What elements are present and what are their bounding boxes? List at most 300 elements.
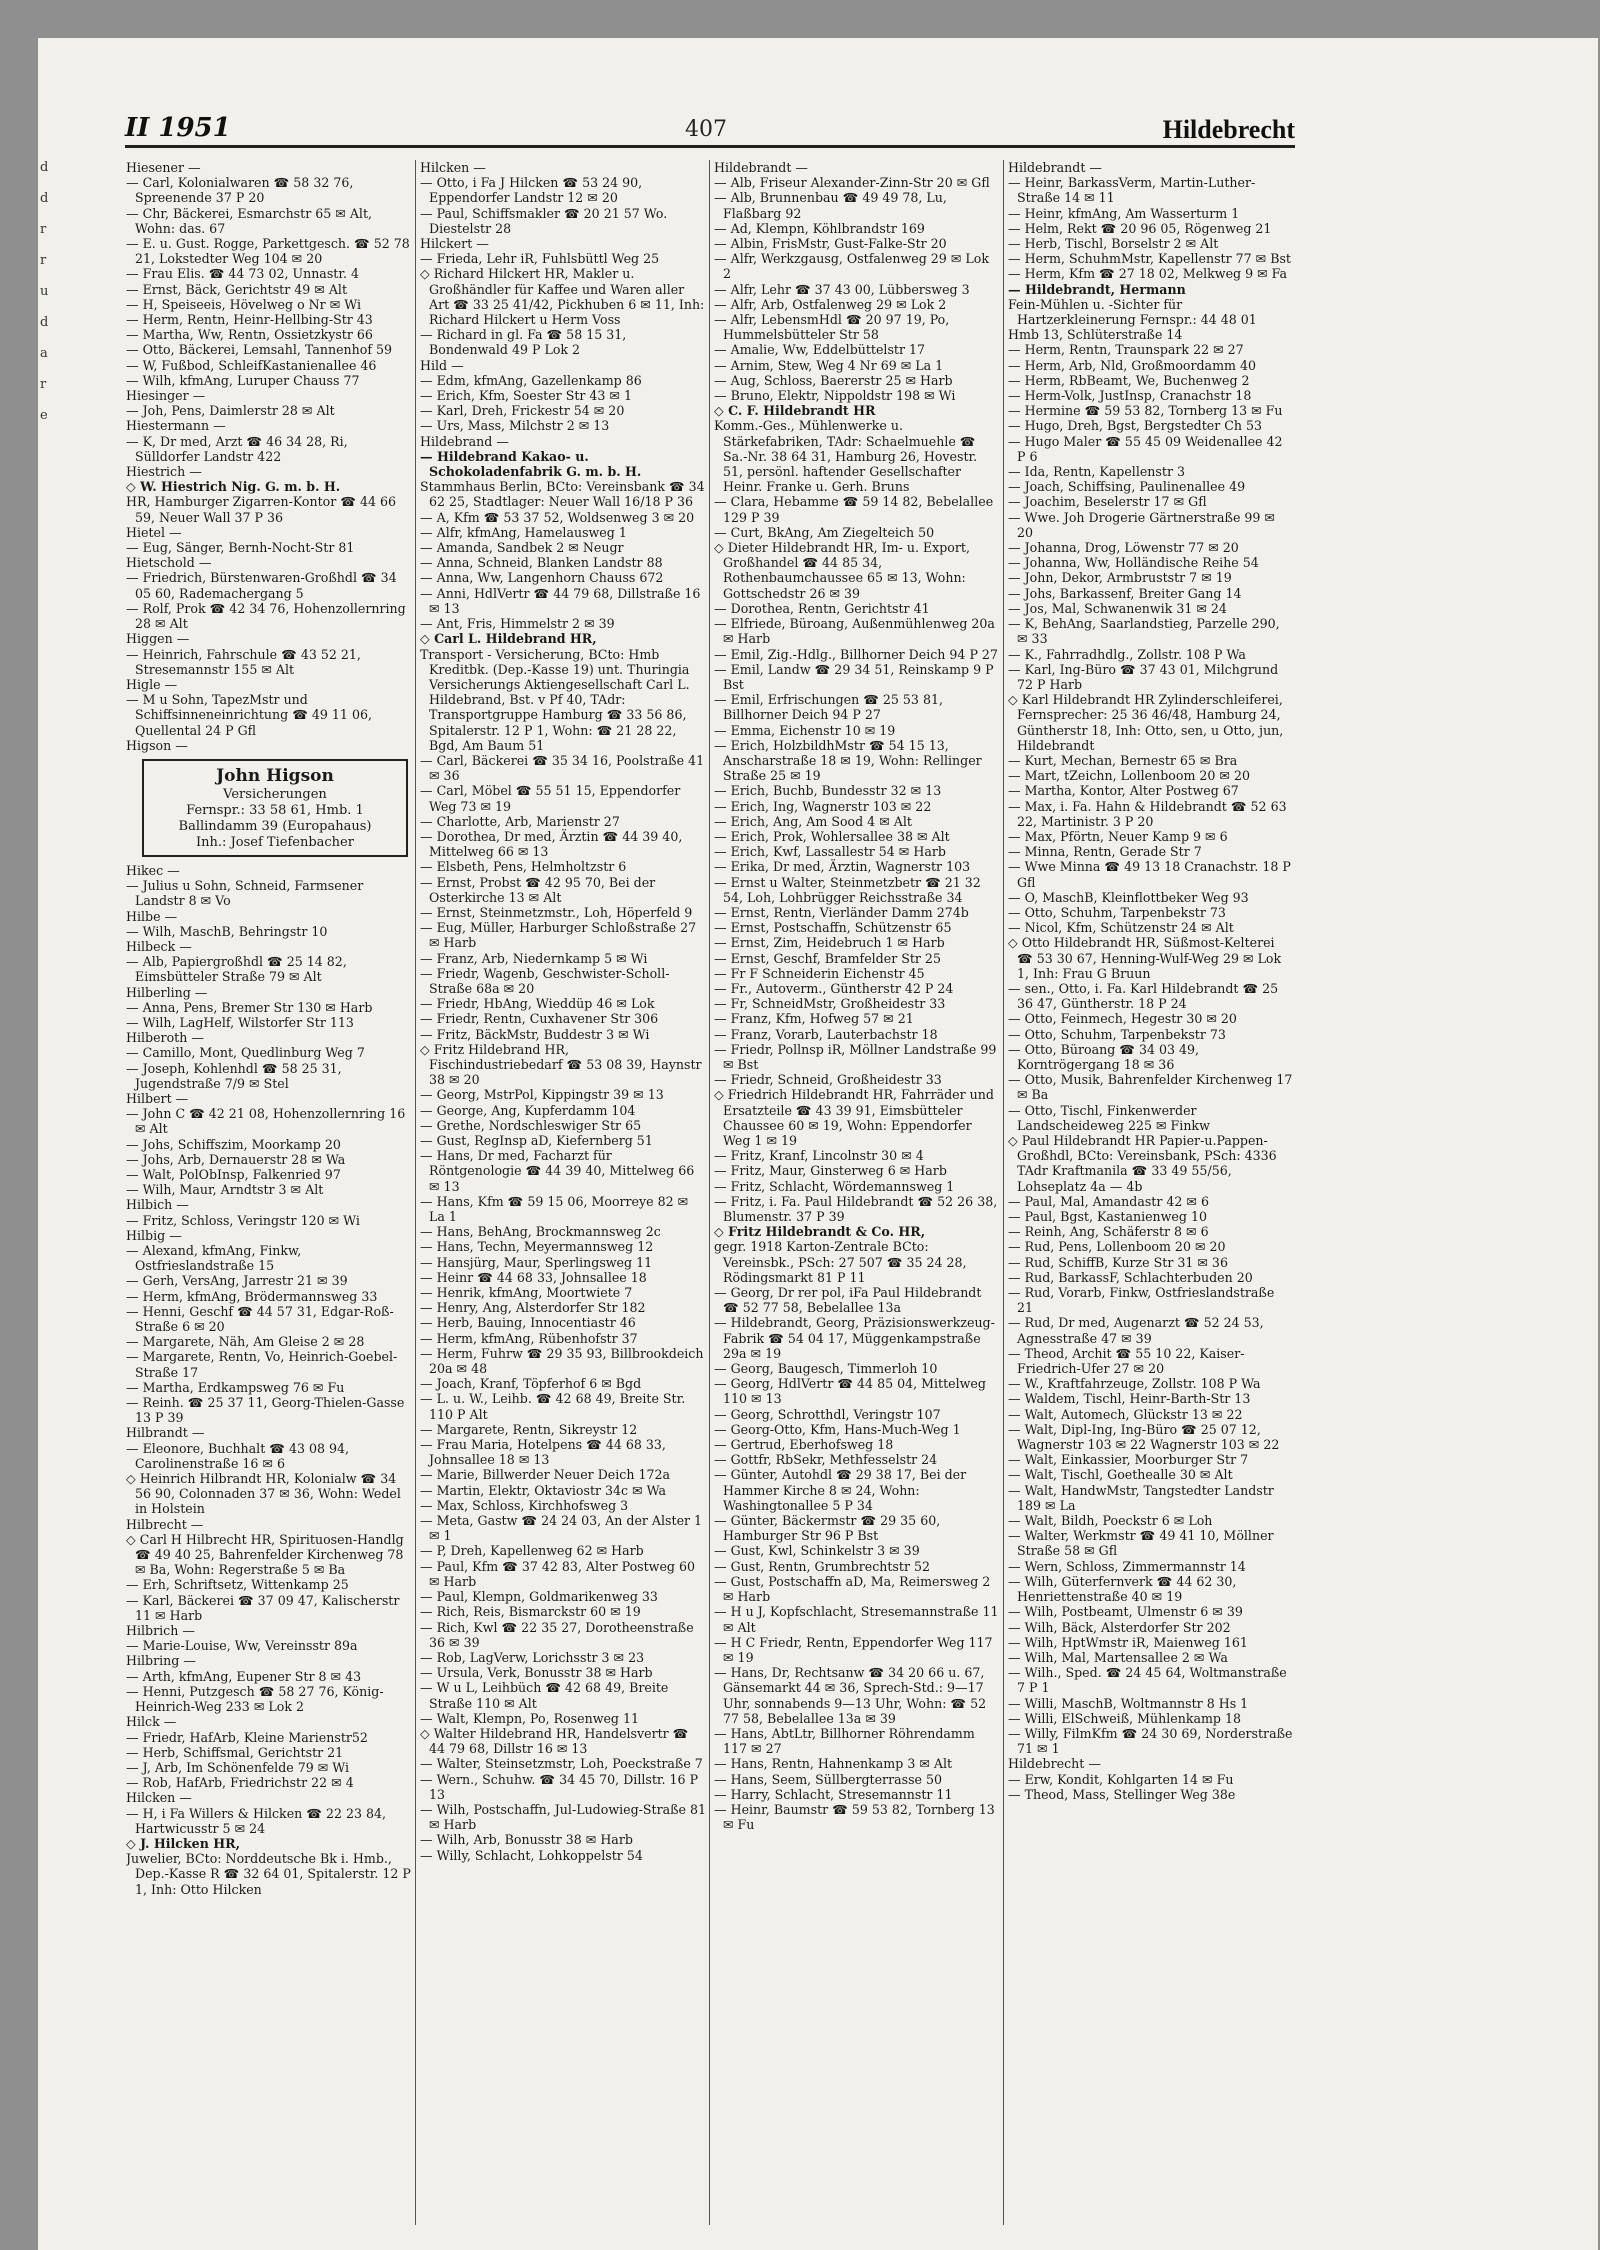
directory-entry: — K., Fahrradhdlg., Zollstr. 108 P Wa (1008, 646, 1246, 662)
directory-entry: — Gust, Rentn, Grumbrechtstr 52 (714, 1558, 930, 1574)
directory-entry: — Hildebrandt, Georg, Präzisionswerkzeug-Fabrik ☎ 54 04 17, Müggenkampstraße 29a ✉ 19 (714, 1315, 995, 1361)
directory-entry: — Emma, Eichenstr 10 ✉ 19 (714, 722, 896, 738)
directory-entry: — Alexand, kfmAng, Finkw, Ostfrieslandstraße 15 (126, 1243, 302, 1274)
directory-entry: — Joseph, Kohlenhdl ☎ 58 25 31, Jugendstraße 7/9 ✉ Stel (126, 1060, 342, 1091)
directory-entry: — Elfriede, Büroang, Außenmühlenweg 20a ✉ Harb (714, 616, 995, 647)
directory-entry: — Amanda, Sandbek 2 ✉ Neugr (420, 540, 624, 556)
directory-entry: — Karl, Bäckerei ☎ 37 09 47, Kalischerstr 11 ✉ Harb (126, 1592, 400, 1623)
directory-entry: — Kurt, Mechan, Bernestr 65 ✉ Bra (1008, 752, 1238, 768)
directory-entry: — Grethe, Nordschleswiger Str 65 (420, 1117, 642, 1133)
directory-entry: — Rud, Vorarb, Finkw, Ostfrieslandstraße 21 (1008, 1285, 1275, 1316)
directory-entry: — Otto, Schuhm, Tarpenbekstr 73 (1008, 1026, 1226, 1042)
directory-entry: — W., Kraftfahrzeuge, Zollstr. 108 P Wa (1008, 1376, 1261, 1392)
directory-entry: — Erich, Kfm, Soester Str 43 ✉ 1 (420, 388, 632, 404)
directory-entry: — Emil, Landw ☎ 29 34 51, Reinskamp 9 P Bst (714, 661, 994, 692)
directory-entry: — Johs, Schiffszim, Moorkamp 20 (126, 1136, 341, 1152)
directory-entry: — K, BehAng, Saarlandstieg, Parzelle 290, ✉ 33 (1008, 616, 1280, 647)
directory-entry: — Minna, Rentn, Gerade Str 7 (1008, 844, 1202, 860)
directory-entry: — Margarete, Rentn, Sikreystr 12 (420, 1421, 638, 1437)
directory-entry: — H, i Fa Willers & Hilcken ☎ 22 23 84, Hartwicusstr 5 ✉ 24 (126, 1805, 387, 1836)
directory-entry: ◇ Paul Hildebrandt HR Papier-u.Pappen-Großhdl, BCto: Vereinsbank, PSch: 4336 TAdr Kraftmanila ☎ 33 49 55/56, Lohseplatz 4a — 4b (1008, 1133, 1277, 1194)
directory-entry: — Richard in gl. Fa ☎ 58 15 31, Bondenwald 49 P Lok 2 (420, 327, 627, 358)
directory-entry: — Ernst, Probst ☎ 42 95 70, Bei der Osterkirche 13 ✉ Alt (420, 874, 656, 905)
directory-entry: — M u Sohn, TapezMstr und Schiffsinneneinrichtung ☎ 49 11 06, Quellental 24 P Gfl (126, 692, 372, 738)
directory-entry: — Alfr, Lehr ☎ 37 43 00, Lübbersweg 3 (714, 281, 970, 297)
directory-entry: — Ernst, Postschaffn, Schützenstr 65 (714, 920, 952, 936)
advertisement-line: Versicherungen (223, 786, 327, 802)
directory-entry: — Joh, Pens, Daimlerstr 28 ✉ Alt (126, 403, 335, 419)
directory-entry: — Rud, BarkassF, Schlachterbuden 20 (1008, 1269, 1253, 1285)
directory-entry: — Eug, Müller, Harburger Schloßstraße 27 ✉ Harb (420, 920, 697, 951)
directory-entry: — E. u. Gust. Rogge, Parkettgesch. ☎ 52 78 21, Lokstedter Weg 104 ✉ 20 (126, 236, 410, 267)
directory-entry: — Franz, Vorarb, Lauterbachstr 18 (714, 1026, 938, 1042)
directory-entry: — Heinr, BarkassVerm, Martin-Luther-Straße 14 ✉ 11 (1008, 175, 1256, 206)
directory-entry: — Fritz, BäckMstr, Buddestr 3 ✉ Wi (420, 1026, 650, 1042)
directory-entry: — Emil, Zig.-Hdlg., Billhorner Deich 94 P 27 (714, 646, 998, 662)
directory-entry: — Hans, Dr, Rechtsanw ☎ 34 20 66 u. 67, Gänsemarkt 44 ✉ 36, Sprech-Std.: 9—17 Uhr, sonnabends 9—13 Uhr, Wohn: ☎ 52 77 58, Bebelallee 13a ✉ 39 (714, 1665, 987, 1726)
directory-entry: Hildebrand — (420, 433, 509, 449)
directory-entry: — Frieda, Lehr iR, Fuhlsbüttl Weg 25 (420, 251, 660, 267)
directory-entry: — Franz, Arb, Niedernkamp 5 ✉ Wi (420, 950, 648, 966)
directory-entry: — Rich, Kwl ☎ 22 35 27, Dorotheenstraße 36 ✉ 39 (420, 1619, 694, 1650)
directory-entry: — Paul, Klempn, Goldmarikenweg 33 (420, 1589, 658, 1605)
directory-entry: — Erich, Buchb, Bundesstr 32 ✉ 13 (714, 783, 942, 799)
directory-entry: — Rud, Pens, Lollenboom 20 ✉ 20 (1008, 1239, 1226, 1255)
directory-entry: — Georg, Dr rer pol, iFa Paul Hildebrandt ☎ 52 77 58, Bebelallee 13a (714, 1285, 982, 1316)
directory-entry: Hietel — (126, 524, 182, 540)
directory-entry: — Georg, Schrotthdl, Veringstr 107 (714, 1406, 941, 1422)
running-head: Hildebrecht (1162, 115, 1295, 144)
directory-entry: — Wwe. Joh Drogerie Gärtnerstraße 99 ✉ 20 (1008, 509, 1275, 540)
directory-entry: — Herb, Bauing, Innocentiastr 46 (420, 1315, 636, 1331)
directory-entry: Hilbrandt — (126, 1425, 205, 1441)
directory-entry: — Wilh, Postbeamt, Ulmenstr 6 ✉ 39 (1008, 1604, 1243, 1620)
directory-entry: — W u L, Leihbüch ☎ 42 68 49, Breite Straße 110 ✉ Alt (420, 1680, 669, 1711)
directory-entry: — Gottfr, RbSekr, Methfesselstr 24 (714, 1452, 938, 1468)
directory-entry: — Günter, Bäckermstr ☎ 29 35 60, Hamburger Str 96 P Bst (714, 1513, 941, 1544)
directory-entry: — Bruno, Elektr, Nippoldstr 198 ✉ Wi (714, 388, 956, 404)
directory-entry: — Ad, Klempn, Köhlbrandstr 169 (714, 220, 925, 236)
directory-entry: — Alfr, Werkzgausg, Ostfalenweg 29 ✉ Lok 2 (714, 251, 989, 282)
directory-entry: — Hugo Maler ☎ 55 45 09 Weidenallee 42 P 6 (1008, 433, 1283, 464)
directory-entry: — Hansjürg, Maur, Sperlingsweg 11 (420, 1254, 653, 1270)
directory-entry: — Hildebrandt, Hermann (1008, 281, 1186, 297)
directory-entry: — Wilh, Bäck, Alsterdorfer Str 202 (1008, 1619, 1231, 1635)
directory-entry: — Meta, Gastw ☎ 24 24 03, An der Alster 1 ✉ 1 (420, 1513, 703, 1544)
directory-entry: — Wilh, kfmAng, Luruper Chauss 77 (126, 372, 360, 388)
directory-entry: — Carl, Kolonialwaren ☎ 58 32 76, Spreenende 37 P 20 (126, 175, 354, 206)
directory-entry: — Friedr, Rentn, Cuxhavener Str 306 (420, 1011, 659, 1027)
directory-entry: — John, Dekor, Armbruststr 7 ✉ 19 (1008, 570, 1232, 586)
directory-entry: — Joachim, Beselerstr 17 ✉ Gfl (1008, 494, 1207, 510)
directory-entry: — Walt, HandwMstr, Tangstedter Landstr 189 ✉ La (1008, 1482, 1274, 1513)
directory-entry: — L. u. W., Leihb. ☎ 42 68 49, Breite Str. 110 P Alt (420, 1391, 686, 1422)
directory-entry: — Clara, Hebamme ☎ 59 14 82, Bebelallee 129 P 39 (714, 494, 994, 525)
directory-entry: — Johanna, Drog, Löwenstr 77 ✉ 20 (1008, 540, 1239, 556)
directory-entry: — K, Dr med, Arzt ☎ 46 34 28, Ri, Sülldorfer Landstr 422 (126, 433, 348, 464)
directory-entry: — Wwe Minna ☎ 49 13 18 Cranachstr. 18 P Gfl (1008, 859, 1291, 890)
directory-entry: — Albin, FrisMstr, Gust-Falke-Str 20 (714, 236, 947, 252)
directory-entry: — Gerh, VersAng, Jarrestr 21 ✉ 39 (126, 1273, 348, 1289)
directory-entry: — Otto, i Fa J Hilcken ☎ 53 24 90, Eppendorfer Landstr 12 ✉ 20 (420, 175, 643, 206)
directory-entry: — Otto, Musik, Bahrenfelder Kirchenweg 17 ✉ Ba (1008, 1072, 1293, 1103)
directory-entry: — Wilh., Sped. ☎ 24 45 64, Woltmanstraße 7 P 1 (1008, 1665, 1287, 1696)
directory-entry: — Georg-Otto, Kfm, Hans-Much-Weg 1 (714, 1421, 961, 1437)
directory-entry: — Walt, Klempn, Po, Rosenweg 11 (420, 1710, 640, 1726)
directory-entry: — Hans, Seem, Süllbergterrasse 50 (714, 1771, 943, 1787)
directory-entry: — Fritz, Schloss, Veringstr 120 ✉ Wi (126, 1212, 360, 1228)
page-number: 407 (685, 117, 727, 142)
directory-entry: — Hermine ☎ 59 53 82, Tornberg 13 ✉ Fu (1008, 403, 1283, 419)
directory-entry: — Gust, RegInsp aD, Kiefernberg 51 (420, 1133, 653, 1148)
page-header (125, 113, 1295, 147)
directory-entry: — Johs, Arb, Dernauerstr 28 ✉ Wa (126, 1151, 346, 1167)
margin-mark: d (40, 315, 49, 330)
directory-entry: — Erw, Kondit, Kohlgarten 14 ✉ Fu (1008, 1771, 1234, 1787)
directory-entry: — Rud, SchiffB, Kurze Str 31 ✉ 36 (1008, 1254, 1228, 1270)
margin-mark: a (40, 346, 48, 361)
directory-entry: — Henni, Geschf ☎ 44 57 31, Edgar-Roß-Straße 6 ✉ 20 (126, 1303, 394, 1335)
directory-entry: — Georg, Baugesch, Timmerloh 10 (714, 1361, 938, 1377)
directory-column-4 (1008, 160, 1294, 2230)
directory-entry: — Arnim, Stew, Weg 4 Nr 69 ✉ La 1 (714, 357, 944, 373)
directory-entry: — Dorothea, Rentn, Gerichtstr 41 (714, 600, 930, 616)
directory-entry: Hilbeck — (126, 938, 192, 954)
directory-entry: — Marie, Billwerder Neuer Deich 172a (420, 1467, 670, 1483)
directory-entry: — Harry, Schlacht, Stresemannstr 11 (714, 1786, 953, 1802)
directory-entry: — Henni, Putzgesch ☎ 58 27 76, König-Heinrich-Weg 233 ✉ Lok 2 (126, 1683, 384, 1715)
directory-entry: — Alfr, LebensmHdl ☎ 20 97 19, Po, Hummelsbütteler Str 58 (714, 312, 950, 343)
directory-entry: — Friedrich, Bürstenwaren-Großhdl ☎ 34 05 60, Rademachergang 5 (126, 570, 397, 601)
directory-entry: — Ursula, Verk, Bonusstr 38 ✉ Harb (420, 1665, 653, 1681)
directory-entry: Komm.-Ges., Mühlenwerke u. Stärkefabriken, TAdr: Schaelmuehle ☎ Sa.-Nr. 38 64 31, Hamburg 26, Hovestr. 51, persönl. haftender Gesellschafter Heinr. Franke u. Gerh. Bruns (714, 418, 978, 495)
directory-entry: — Paul, Mal, Amandastr 42 ✉ 6 (1008, 1193, 1209, 1209)
directory-entry: — Wilh, Postschaffn, Jul-Ludowieg-Straße 81 ✉ Harb (420, 1801, 706, 1833)
directory-entry: — Friedr, Pollnsp iR, Möllner Landstraße 99 ✉ Bst (714, 1041, 997, 1072)
directory-entry: — Amalie, Ww, Eddelbüttelstr 17 (714, 342, 926, 358)
directory-entry: — Johs, Barkassenf, Breiter Gang 14 (1008, 585, 1242, 601)
directory-entry: — Alb, Papiergroßhdl ☎ 25 14 82, Eimsbütteler Straße 79 ✉ Alt (126, 954, 347, 985)
directory-entry: — Waldem, Tischl, Heinr-Barth-Str 13 (1008, 1391, 1251, 1407)
advertisement-line: Ballindamm 39 (Europahaus) (178, 818, 372, 834)
directory-entry: — Dorothea, Dr med, Ärztin ☎ 44 39 40, Mittelweg 66 ✉ 13 (420, 828, 683, 860)
directory-entry: — O, MaschB, Kleinflottbeker Weg 93 (1008, 889, 1249, 905)
directory-entry: — Rich, Reis, Bismarckstr 60 ✉ 19 (420, 1604, 641, 1620)
directory-entry: Hilcken — (126, 1790, 192, 1806)
directory-entry: Hilck — (126, 1714, 177, 1730)
directory-entry: — Heinr, Baumstr ☎ 59 53 82, Tornberg 13 ✉ Fu (714, 1801, 995, 1833)
directory-entry: — Aug, Schloss, Baererstr 25 ✉ Harb (714, 372, 953, 388)
directory-entry: — Chr, Bäckerei, Esmarchstr 65 ✉ Alt, Wohn: das. 67 (126, 205, 373, 236)
directory-entry: — Herm, kfmAng, Rübenhofstr 37 (420, 1330, 638, 1346)
directory-entry: — Gertrud, Eberhofsweg 18 (714, 1437, 894, 1453)
directory-entry: — Georg, MstrPol, Kippingstr 39 ✉ 13 (420, 1087, 664, 1103)
directory-entry: Transport - Versicherung, BCto: Hmb Kreditbk. (Dep.-Kasse 19) unt. Thuringia Versicherungs Aktiengesellschaft Carl L. Hildebrand, Bst. v Pf 40, TAdr: Transportgruppe Hamburg ☎ 33 56 86, Spitalerstr. 12 P 1, Wohn: ☎ 21 28 22, Bgd, Am Baum 51 (420, 646, 690, 753)
directory-entry: — Margarete, Rentn, Vo, Heinrich-Goebel-Straße 17 (126, 1349, 398, 1380)
directory-entry: — Walter, Werkmstr ☎ 49 41 10, Möllner Straße 58 ✉ Gfl (1008, 1528, 1274, 1559)
advertisement-title: John Higson (216, 765, 334, 786)
directory-entry: — Walt, Dipl-Ing, Ing-Büro ☎ 25 07 12, Wagnerstr 103 ✉ 22 Wagnerstr 103 ✉ 22 (1008, 1421, 1280, 1453)
directory-entry: — Friedr, Wagenb, Geschwister-Scholl-Straße 68a ✉ 20 (420, 965, 670, 996)
directory-entry: ◇ Richard Hilckert HR, Makler u. Großhändler für Kaffee und Waren aller Art ☎ 33 25 41/42, Pickhuben 6 ✉ 11, Inh: Richard Hilckert u Herm Voss (420, 266, 705, 328)
directory-entry: — Heinrich, Fahrschule ☎ 43 52 21, Stresemannstr 155 ✉ Alt (126, 646, 361, 677)
directory-entry: — Carl, Möbel ☎ 55 51 15, Eppendorfer Weg 73 ✉ 19 (420, 783, 681, 814)
directory-entry: ◇ J. Hilcken HR, (126, 1835, 240, 1851)
directory-entry: — Hildebrand Kakao- u. Schokoladenfabrik G. m. b. H. (420, 448, 642, 480)
directory-entry: — Heinr ☎ 44 68 33, Johnsallee 18 (420, 1269, 647, 1285)
directory-entry: Hild — (420, 357, 464, 373)
directory-entry: — Ernst, Zim, Heidebruch 1 ✉ Harb (714, 935, 945, 951)
directory-entry: — Charlotte, Arb, Marienstr 27 (420, 813, 620, 829)
directory-entry: Higle — (126, 676, 178, 692)
directory-entry: Juwelier, BCto: Norddeutsche Bk i. Hmb., Dep.-Kasse R ☎ 32 64 01, Spitalerstr. 12 P 1, Inh: Otto Hilcken (126, 1851, 411, 1897)
directory-entry: — Wilh, LagHelf, Wilstorfer Str 113 (126, 1014, 354, 1030)
margin-mark: r (40, 222, 47, 237)
directory-entry: — Gust, Kwl, Schinkelstr 3 ✉ 39 (714, 1543, 920, 1559)
directory-entry: Hmb 13, Schlüterstraße 14 (1008, 327, 1183, 343)
directory-entry: — H, Speiseeis, Hövelweg o Nr ✉ Wi (126, 296, 362, 312)
margin-mark: r (40, 253, 47, 268)
directory-entry: — Walt, PolObInsp, Falkenried 97 (126, 1166, 341, 1182)
directory-entry: — A, Kfm ☎ 53 37 52, Woldsenweg 3 ✉ 20 (420, 509, 695, 525)
directory-entry: ◇ Friedrich Hildebrandt HR, Fahrräder und Ersatzteile ☎ 43 39 91, Eimsbütteler Chaussee 60 ✉ 19, Wohn: Eppendorfer Weg 1 ✉ 19 (714, 1087, 994, 1148)
directory-entry: — Friedr, HbAng, Wieddüp 46 ✉ Lok (420, 996, 655, 1012)
directory-entry: ◇ Fritz Hildebrand HR, Fischindustriebedarf ☎ 53 08 39, Haynstr 38 ✉ 20 (420, 1041, 702, 1088)
directory-entry: — Heinr, kfmAng, Am Wasserturm 1 (1008, 205, 1240, 221)
directory-entry: — Paul, Bgst, Kastanienweg 10 (1008, 1209, 1207, 1225)
directory-entry: — Camillo, Mont, Quedlinburg Weg 7 (126, 1045, 365, 1061)
directory-entry: — Urs, Mass, Milchstr 2 ✉ 13 (420, 418, 610, 434)
directory-entry: — Fritz, i. Fa. Paul Hildebrandt ☎ 52 26 38, Blumenstr. 37 P 39 (714, 1193, 998, 1225)
directory-entry: — Fr F Schneiderin Eichenstr 45 (714, 965, 925, 981)
directory-entry: — Anna, Ww, Langenhorn Chauss 672 (420, 570, 664, 586)
directory-entry: — sen., Otto, i. Fa. Karl Hildebrandt ☎ 25 36 47, Güntherstr. 18 P 24 (1008, 980, 1279, 1012)
directory-entry: — Herm, SchuhmMstr, Kapellenstr 77 ✉ Bst (1008, 251, 1291, 267)
directory-entry: — Hans, Dr med, Facharzt für Röntgenologie ☎ 44 39 40, Mittelweg 66 ✉ 13 (420, 1148, 695, 1194)
directory-entry: — Anna, Pens, Bremer Str 130 ✉ Harb (126, 999, 373, 1015)
directory-entry: Hilcken — (420, 160, 486, 175)
directory-entry: — Walt, Bildh, Poeckstr 6 ✉ Loh (1008, 1513, 1213, 1529)
directory-entry: — Theod, Archit ☎ 55 10 22, Kaiser-Friedrich-Ufer 27 ✉ 20 (1008, 1345, 1245, 1377)
directory-entry: — Hans, Rentn, Hahnenkamp 3 ✉ Alt (714, 1756, 953, 1772)
margin-mark: d (40, 160, 49, 175)
directory-column-3 (714, 160, 1000, 2230)
directory-entry: Hildebrandt — (714, 160, 808, 175)
directory-entry: ◇ Carl L. Hildebrand HR, (420, 631, 597, 647)
directory-entry: — Erich, Ing, Wagnerstr 103 ✉ 22 (714, 798, 932, 814)
directory-entry: — Ernst, Geschf, Bramfelder Str 25 (714, 950, 941, 966)
directory-entry: — Theod, Mass, Stellinger Weg 38e (1008, 1786, 1236, 1802)
directory-entry: — Friedr, HafArb, Kleine Marienstr52 (126, 1729, 368, 1745)
directory-entry: — Paul, Kfm ☎ 37 42 83, Alter Postweg 60 ✉ Harb (420, 1558, 696, 1589)
directory-entry: — Julius u Sohn, Schneid, Farmsener Landstr 8 ✉ Vo (126, 878, 364, 909)
directory-entry: — Reinh, Ang, Schäferstr 8 ✉ 6 (1008, 1224, 1209, 1240)
directory-entry: — Wilh, Maur, Arndtstr 3 ✉ Alt (126, 1182, 324, 1198)
directory-entry: Hiestermann — (126, 418, 226, 434)
directory-entry: — Henry, Ang, Alsterdorfer Str 182 (420, 1300, 646, 1316)
directory-entry: — Frau Maria, Hotelpens ☎ 44 68 33, Johnsallee 18 ✉ 13 (420, 1437, 666, 1468)
directory-entry: — Herm, RbBeamt, We, Buchenweg 2 (1008, 372, 1250, 388)
directory-entry: — Ant, Fris, Himmelstr 2 ✉ 39 (420, 616, 615, 632)
directory-entry: Hilbe — (126, 908, 178, 924)
directory-entry: Hilbig — (126, 1227, 182, 1243)
directory-entry: Higson — (126, 737, 188, 753)
directory-entry: — Karl, Dreh, Frickestr 54 ✉ 20 (420, 403, 625, 419)
column-divider (709, 160, 710, 2225)
directory-entry: — Ernst, Bäck, Gerichtstr 49 ✉ Alt (126, 281, 348, 297)
directory-entry: HR, Hamburger Zigarren-Kontor ☎ 44 66 59, Neuer Wall 37 P 36 (126, 494, 397, 525)
directory-entry: — Rolf, Prok ☎ 42 34 76, Hohenzollernring 28 ✉ Alt (126, 600, 406, 632)
directory-entry: — George, Ang, Kupferdamm 104 (420, 1102, 636, 1118)
directory-entry: — Emil, Erfrischungen ☎ 25 53 81, Billhorner Deich 94 P 27 (714, 692, 943, 723)
binding-margin-marks (40, 160, 80, 439)
directory-entry: — Willy, Schlacht, Lohkoppelstr 54 (420, 1847, 643, 1863)
directory-entry: — Anna, Schneid, Blanken Landstr 88 (420, 555, 663, 571)
directory-entry: — Wilh, MaschB, Behringstr 10 (126, 923, 328, 939)
directory-entry: — Nicol, Kfm, Schützenstr 24 ✉ Alt (1008, 920, 1234, 936)
directory-entry: — Margarete, Näh, Am Gleise 2 ✉ 28 (126, 1334, 365, 1350)
directory-entry: — Carl, Bäckerei ☎ 35 34 16, Poolstraße 41 ✉ 36 (420, 752, 705, 784)
directory-entry: — Max, Schloss, Kirchhofsweg 3 (420, 1497, 629, 1513)
directory-entry: — Hans, BehAng, Brockmannsweg 2c (420, 1224, 661, 1240)
directory-entry: — Erich, Ang, Am Sood 4 ✉ Alt (714, 813, 912, 829)
column-divider (1003, 160, 1004, 2225)
directory-entry: — Martha, Ww, Rentn, Ossietzkystr 66 (126, 327, 373, 343)
directory-entry: — Frau Elis. ☎ 44 73 02, Unnastr. 4 (126, 266, 359, 282)
directory-entry: — Marie-Louise, Ww, Vereinsstr 89a (126, 1638, 358, 1654)
advertisement-line: Inh.: Josef Tiefenbacher (196, 834, 354, 850)
directory-entry: — Max, i. Fa. Hahn & Hildebrandt ☎ 52 63 22, Martinistr. 3 P 20 (1008, 798, 1287, 829)
directory-entry: — Fr., Autoverm., Güntherstr 42 P 24 (714, 980, 954, 996)
directory-entry: — Fritz, Kranf, Lincolnstr 30 ✉ 4 (714, 1148, 924, 1164)
directory-entry: ◇ Heinrich Hilbrandt HR, Kolonialw ☎ 34 56 90, Colonnaden 37 ✉ 36, Wohn: Wedel in Holstein (126, 1471, 401, 1517)
directory-entry: — Willi, MaschB, Woltmannstr 8 Hs 1 (1008, 1695, 1249, 1711)
directory-entry: — Georg, HdlVertr ☎ 44 85 04, Mittelweg 110 ✉ 13 (714, 1376, 986, 1407)
directory-entry: — Henrik, kfmAng, Moortwiete 7 (420, 1285, 633, 1301)
directory-entry: — Walt, Automech, Glückstr 13 ✉ 22 (1008, 1406, 1243, 1422)
directory-entry: Hilberoth — (126, 1030, 204, 1046)
advertisement-box (142, 759, 408, 857)
directory-entry: — Eleonore, Buchhalt ☎ 43 08 94, Carolinenstraße 16 ✉ 6 (126, 1440, 350, 1471)
directory-entry: Hildebrecht — (1008, 1756, 1101, 1772)
directory-entry: — Walt, Tischl, Goethealle 30 ✉ Alt (1008, 1467, 1233, 1483)
directory-entry: — Hans, Techn, Meyermannsweg 12 (420, 1239, 654, 1255)
directory-entry: — Joach, Kranf, Töpferhof 6 ✉ Bgd (420, 1376, 642, 1392)
directory-entry: — Herb, Tischl, Borselstr 2 ✉ Alt (1008, 236, 1219, 252)
directory-entry: — Otto, Tischl, Finkenwerder Landscheideweg 225 ✉ Finkw (1008, 1102, 1210, 1133)
directory-entry: — Erich, Prok, Wohlersallee 38 ✉ Alt (714, 828, 950, 844)
directory-entry: — Wern, Schloss, Zimmermannstr 14 (1008, 1558, 1246, 1574)
directory-entry: — Herm, Kfm ☎ 27 18 02, Melkweg 9 ✉ Fa (1008, 266, 1288, 282)
directory-entry: — Otto, Feinmech, Hegestr 30 ✉ 20 (1008, 1011, 1237, 1027)
directory-entry: — J, Arb, Im Schönenfelde 79 ✉ Wi (126, 1759, 350, 1775)
directory-entry: Hilbring — (126, 1653, 196, 1669)
directory-entry: — Herm, Arb, Nld, Großmoordamm 40 (1008, 357, 1256, 373)
directory-entry: — Erich, Kwf, Lassallestr 54 ✉ Harb (714, 844, 946, 860)
directory-entry: — Otto, Büroang ☎ 34 03 49, Korntrögergang 18 ✉ 36 (1008, 1041, 1200, 1072)
directory-entry: — Erich, HolzbildhMstr ☎ 54 15 13, Anscharstraße 18 ✉ 19, Wohn: Rellinger Straße 25 ✉ 19 (714, 737, 982, 784)
directory-entry: Hilbrecht — (126, 1516, 204, 1532)
directory-entry: ◇ Fritz Hildebrandt & Co. HR, (714, 1224, 926, 1240)
directory-entry: — Franz, Kfm, Hofweg 57 ✉ 21 (714, 1011, 914, 1027)
directory-entry: Hiesener — (126, 160, 201, 175)
directory-entry: — Otto, Schuhm, Tarpenbekstr 73 (1008, 904, 1226, 920)
directory-entry: — Reinh. ☎ 25 37 11, Georg-Thielen-Gasse 13 P 39 (126, 1395, 405, 1426)
directory-entry: — John C ☎ 42 21 08, Hohenzollernring 16 ✉ Alt (126, 1106, 406, 1137)
directory-entry: gegr. 1918 Karton-Zentrale BCto: Vereinsbk., PSch: 27 507 ☎ 35 24 28, Rödingsmarkt 81 P 11 (714, 1239, 967, 1285)
directory-entry: Fein-Mühlen u. -Sichter für Hartzerkleinerung Fernspr.: 44 48 01 (1008, 296, 1257, 328)
directory-entry: — Ernst, Rentn, Vierländer Damm 274b (714, 904, 969, 920)
directory-entry: — Hugo, Dreh, Bgst, Bergstedter Ch 53 (1008, 418, 1263, 434)
directory-entry: — P, Dreh, Kapellenweg 62 ✉ Harb (420, 1543, 644, 1559)
directory-entry: — Rud, Dr med, Augenarzt ☎ 52 24 53, Agnesstraße 47 ✉ 39 (1008, 1315, 1264, 1346)
directory-column-1 (126, 160, 412, 2230)
directory-entry: — Ida, Rentn, Kapellenstr 3 (1008, 464, 1185, 480)
directory-entry: — Fr, SchneidMstr, Großheidestr 33 (714, 996, 946, 1012)
directory-entry: — Gust, Postschaffn aD, Ma, Reimersweg 2 ✉ Harb (714, 1573, 991, 1605)
directory-entry: — Herb, Schiffsmal, Gerichtstr 21 (126, 1744, 344, 1760)
directory-entry: ◇ Walter Hildebrand HR, Handelsvertr ☎ 44 79 68, Dillstr 16 ✉ 13 (420, 1725, 689, 1757)
directory-entry: — Paul, Schiffsmakler ☎ 20 21 57 Wo. Diestelstr 28 (420, 205, 668, 236)
directory-entry: Hilbrich — (126, 1623, 195, 1639)
directory-entry: Hilckert — (420, 236, 489, 252)
directory-entry: Hilberling — (126, 984, 208, 1000)
directory-entry: — Herm-Volk, JustInsp, Cranachstr 18 (1008, 388, 1252, 404)
directory-entry: — Rob, LagVerw, Lorichsstr 3 ✉ 23 (420, 1649, 645, 1665)
directory-entry: — Wilh, HptWmstr iR, Maienweg 161 (1008, 1634, 1248, 1650)
directory-entry: — Herm, Rentn, Traunspark 22 ✉ 27 (1008, 342, 1244, 358)
directory-entry: Hiestrich — (126, 464, 202, 480)
directory-entry: — Günter, Autohdl ☎ 29 38 17, Bei der Hammer Kirche 8 ✉ 24, Wohn: Washingtonallee 5 P 34 (714, 1467, 967, 1513)
directory-entry: — Erh, Schriftsetz, Wittenkamp 25 (126, 1577, 349, 1593)
directory-entry: ◇ C. F. Hildebrandt HR (714, 403, 876, 419)
directory-entry: ◇ W. Hiestrich Nig. G. m. b. H. (126, 479, 341, 495)
directory-entry: — Arth, kfmAng, Eupener Str 8 ✉ 43 (126, 1668, 362, 1684)
directory-entry: — Alfr, kfmAng, Hamelausweg 1 (420, 524, 627, 540)
directory-entry: — Eug, Sänger, Bernh-Nocht-Str 81 (126, 540, 355, 556)
directory-entry: Hietschold — (126, 555, 212, 571)
directory-entry: — Walt, Einkassier, Moorburger Str 7 (1008, 1452, 1249, 1468)
directory-entry: — Wilh, Mal, Martensallee 2 ✉ Wa (1008, 1649, 1228, 1665)
directory-entry: — Helm, Rekt ☎ 20 96 05, Rögenweg 21 (1008, 220, 1272, 236)
directory-entry: — Wern., Schuhw. ☎ 34 45 70, Dillstr. 16 P 13 (420, 1771, 699, 1802)
directory-entry: Higgen — (126, 631, 190, 647)
directory-entry: — Rob, HafArb, Friedrichstr 22 ✉ 4 (126, 1775, 354, 1791)
directory-entry: — Fritz, Maur, Ginsterweg 6 ✉ Harb (714, 1163, 947, 1179)
directory-entry: — H C Friedr, Rentn, Eppendorfer Weg 117 ✉ 19 (714, 1634, 993, 1665)
directory-entry: ◇ Carl H Hilbrecht HR, Spirituosen-Handlg ☎ 49 40 25, Bahrenfelder Kirchenweg 78 ✉ Ba, Wohn: Regerstraße 5 ✉ Ba (126, 1531, 404, 1578)
directory-entry: Hilbert — (126, 1090, 189, 1106)
directory-entry: — Erika, Dr med, Ärztin, Wagnerstr 103 (714, 859, 971, 875)
directory-entry: ◇ Dieter Hildebrandt HR, Im- u. Export, Großhandel ☎ 44 85 34, Rothenbaumchaussee 65 ✉ 13, Wohn: Gottschedstr 26 ✉ 39 (714, 540, 970, 601)
column-divider (415, 160, 416, 2225)
directory-entry: — Johanna, Ww, Holländische Reihe 54 (1008, 555, 1259, 571)
directory-entry: — Mart, tZeichn, Lollenboom 20 ✉ 20 (1008, 768, 1251, 784)
directory-entry: — Fritz, Schlacht, Wördemannsweg 1 (714, 1178, 955, 1194)
directory-entry: — W, Fußbod, SchleifKastanienallee 46 (126, 357, 377, 373)
directory-column-2 (420, 160, 706, 2230)
directory-entry: — Herm, Fuhrw ☎ 29 35 93, Billbrookdeich 20a ✉ 48 (420, 1345, 704, 1377)
directory-entry: — Edm, kfmAng, Gazellenkamp 86 (420, 372, 642, 388)
directory-entry: — Ernst, Steinmetzmstr., Loh, Höperfeld 9 (420, 904, 693, 920)
directory-entry: ◇ Otto Hildebrandt HR, Süßmost-Kelterei ☎ 53 30 67, Henning-Wulf-Weg 29 ✉ Lok 1, Inh: Frau G Bruun (1008, 935, 1282, 981)
directory-entry: — Herm, kfmAng, Brödermannsweg 33 (126, 1288, 378, 1304)
advertisement-line: Fernspr.: 33 58 61, Hmb. 1 (186, 802, 364, 818)
directory-entry: — Hans, Kfm ☎ 59 15 06, Moorreye 82 ✉ La 1 (420, 1193, 689, 1225)
directory-entry: — Curt, BkAng, Am Ziegelteich 50 (714, 524, 935, 540)
directory-entry: — Alb, Friseur Alexander-Zinn-Str 20 ✉ Gfl (714, 175, 990, 191)
directory-entry: — Willi, ElSchweiß, Mühlenkamp 18 (1008, 1710, 1242, 1726)
